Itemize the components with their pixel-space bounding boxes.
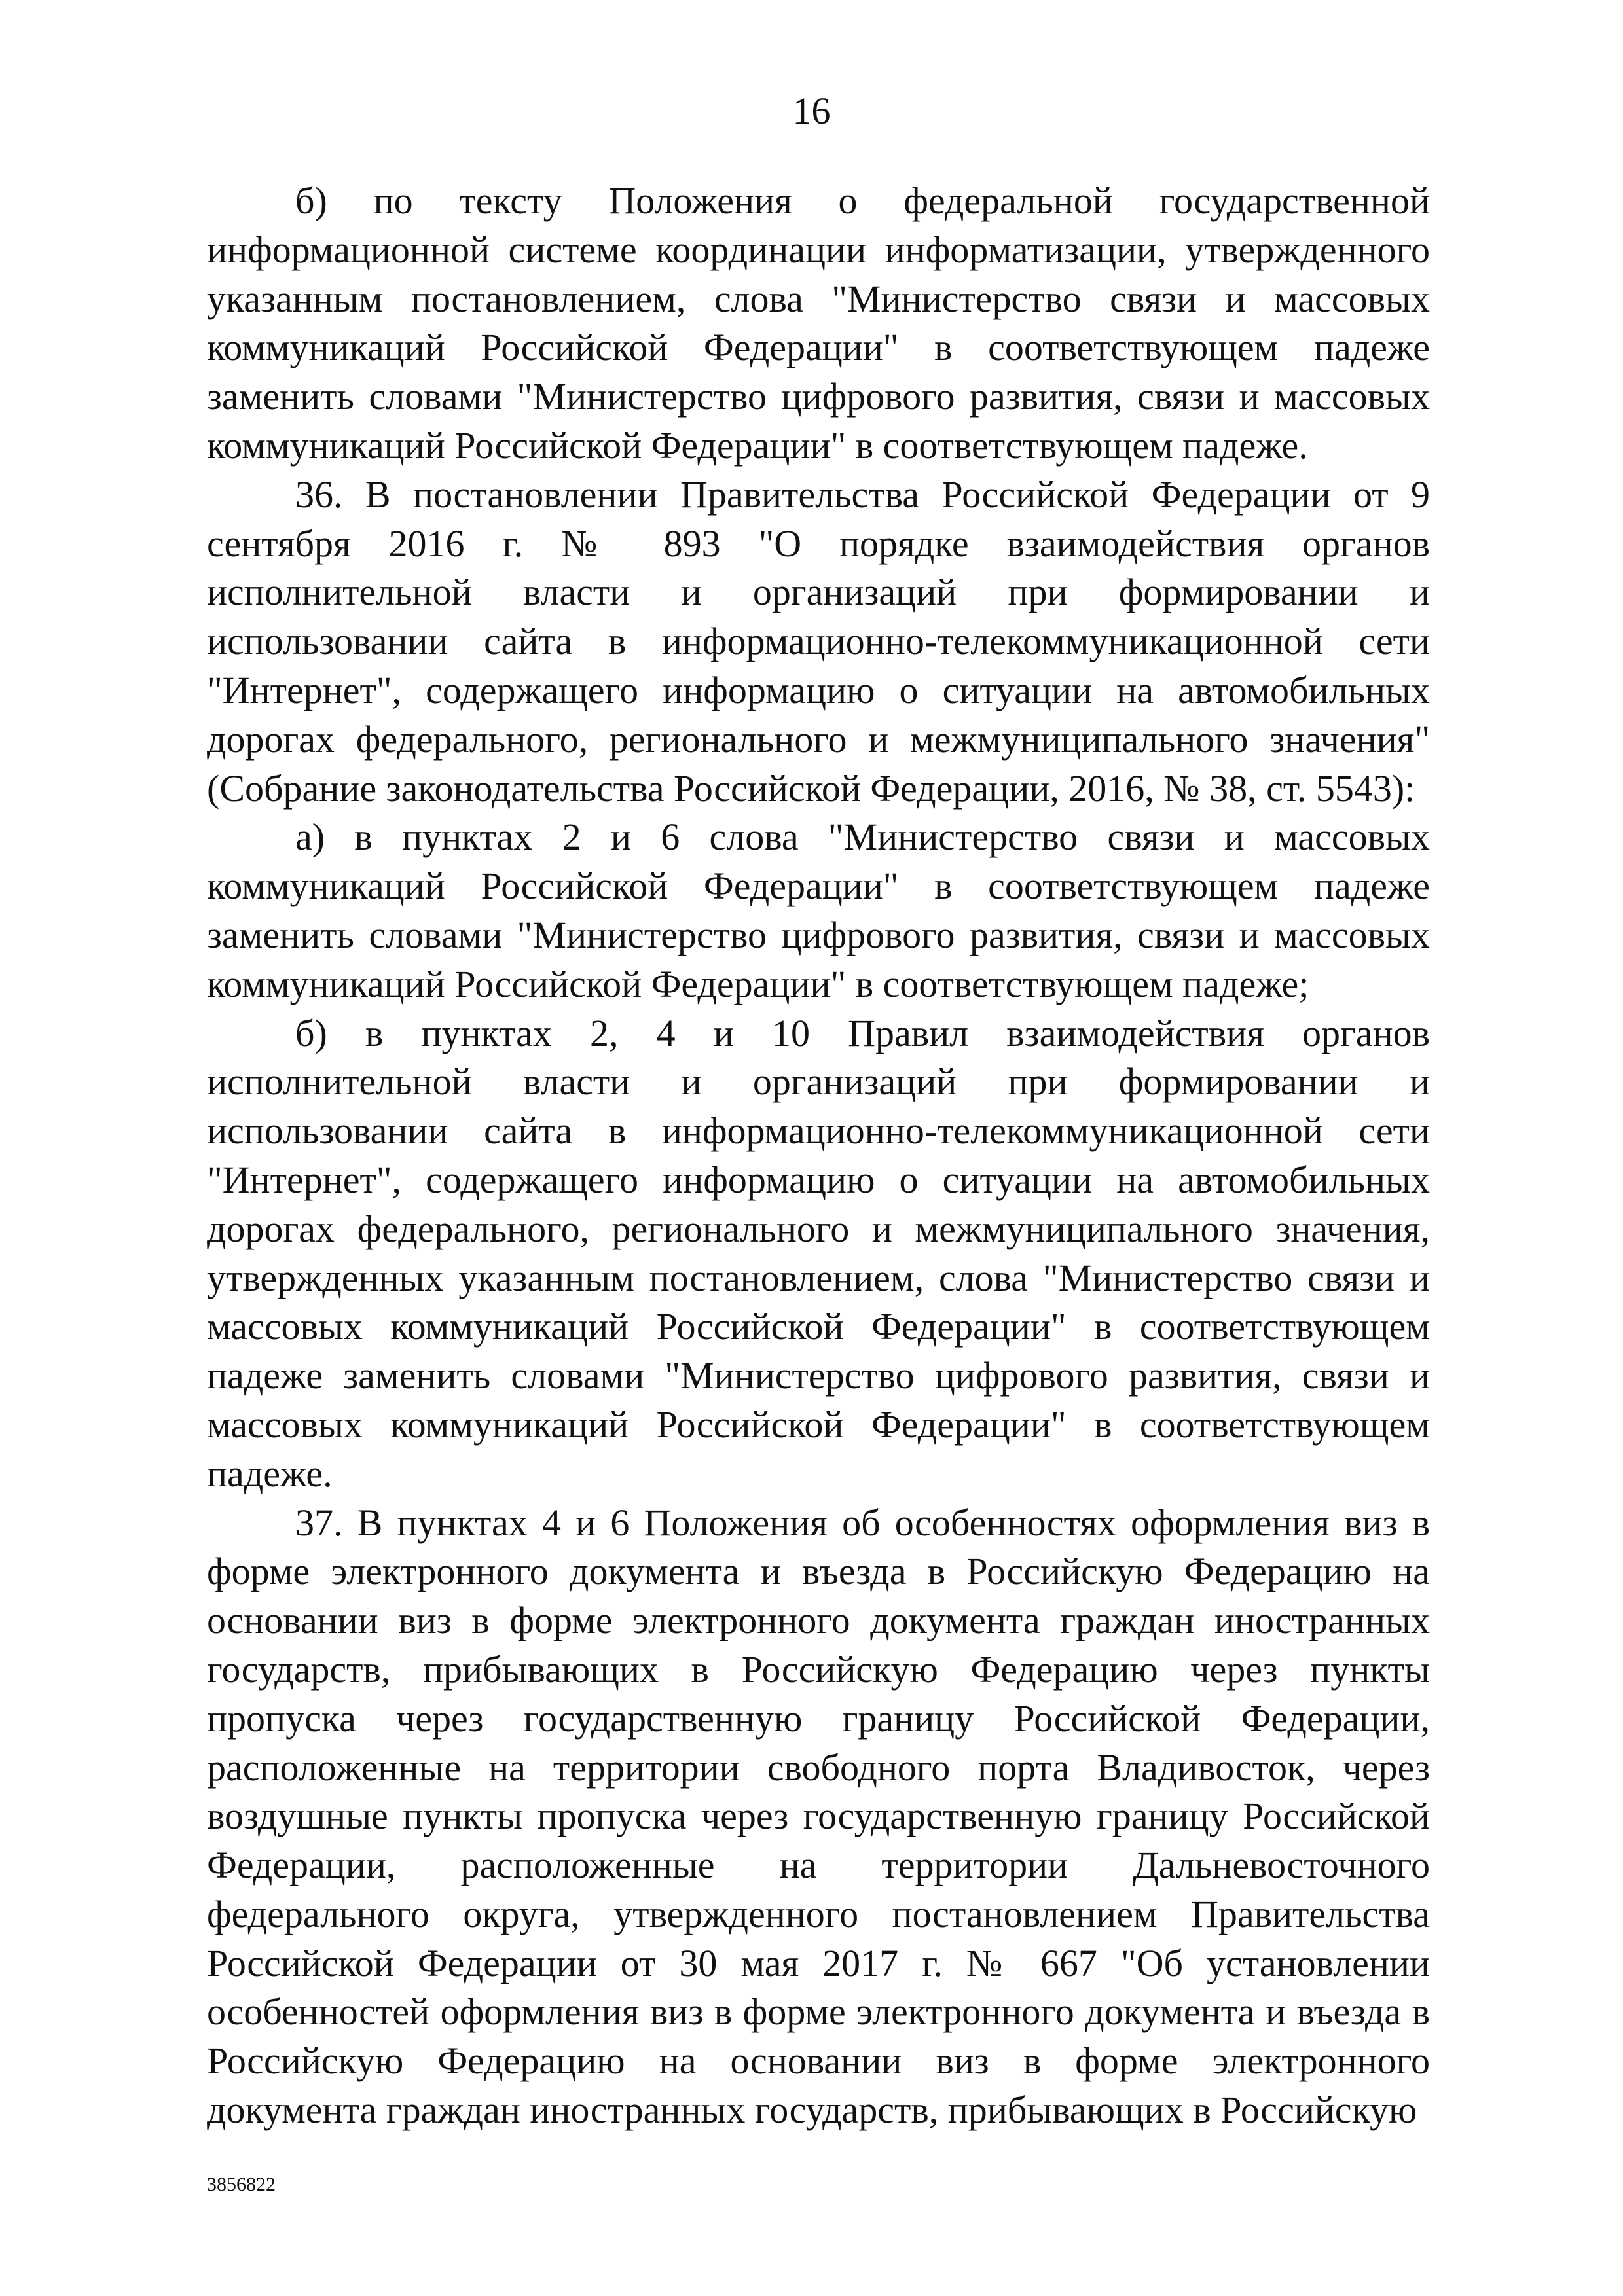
document-code: 3856822 [207, 2174, 276, 2195]
page-number: 16 [792, 90, 831, 132]
paragraph-36-a: а) в пунктах 2 и 6 слова "Министерство связи и массовых коммуникаций Российской Федерации" в соответствующем падеже заменить словами "Министерство цифрового развития, связи и массовых коммуникаций Российской Федерации" в соответствующем падеже; [207, 816, 1430, 1005]
paragraph-b-fgis: б) по тексту Положения о федеральной государственной информационной системе координации информатизации, утвержденного указанным постановлением, слова "Министерство связи и массовых коммуникаций Российской Федерации" в соответствующем падеже заменить словами "Министерство цифрового развития, связи и массовых коммуникаций Российской Федерации" в соответствующем падеже. [207, 179, 1430, 467]
paragraph-36-b: б) в пунктах 2, 4 и 10 Правил взаимодействия органов исполнительной власти и организаций при формировании и использовании сайта в информационно-телекоммуникационной сети "Интернет", содержащего информацию о ситуации на автомобильных дорогах федерального, регионального и межмуниципального значения, утвержденных указанным постановлением, слова "Министерство связи и массовых коммуникаций Российской Федерации" в соответствующем падеже заменить словами "Министерство цифрового развития, связи и массовых коммуникаций Российской Федерации" в соответствующем падеже. [207, 1011, 1430, 1495]
paragraph-37: 37. В пунктах 4 и 6 Положения об особенностях оформления виз в форме электронного документа и въезда в Российскую Федерацию на основании виз в форме электронного документа граждан иностранных государств, прибывающих в Российскую Федерацию через пункты пропуска через государственную границу Российской Федерации, расположенные на территории свободного порта Владивосток, через воздушные пункты пропуска через государственную границу Российской Федерации, расположенные на территории Дальневосточного федерального округа, утвержденного постановлением Правительства Российской Федерации от 30 мая 2017 г. № 667 "Об установлении особенностей оформления виз в форме электронного документа и въезда в Российскую Федерацию на основании виз в форме электронного документа граждан иностранных государств, прибывающих в Российскую [207, 1501, 1430, 2132]
paragraph-36: 36. В постановлении Правительства Российской Федерации от 9 сентября 2016 г. № 893 "О порядке взаимодействия органов исполнительной власти и организаций при формировании и использовании сайта в информационно-телекоммуникационной сети "Интернет", содержащего информацию о ситуации на автомобильных дорогах федерального, регионального и межмуниципального значения" (Собрание законодательства Российской Федерации, 2016, № 38, ст. 5543): [207, 473, 1430, 810]
document-body [207, 177, 1430, 2135]
